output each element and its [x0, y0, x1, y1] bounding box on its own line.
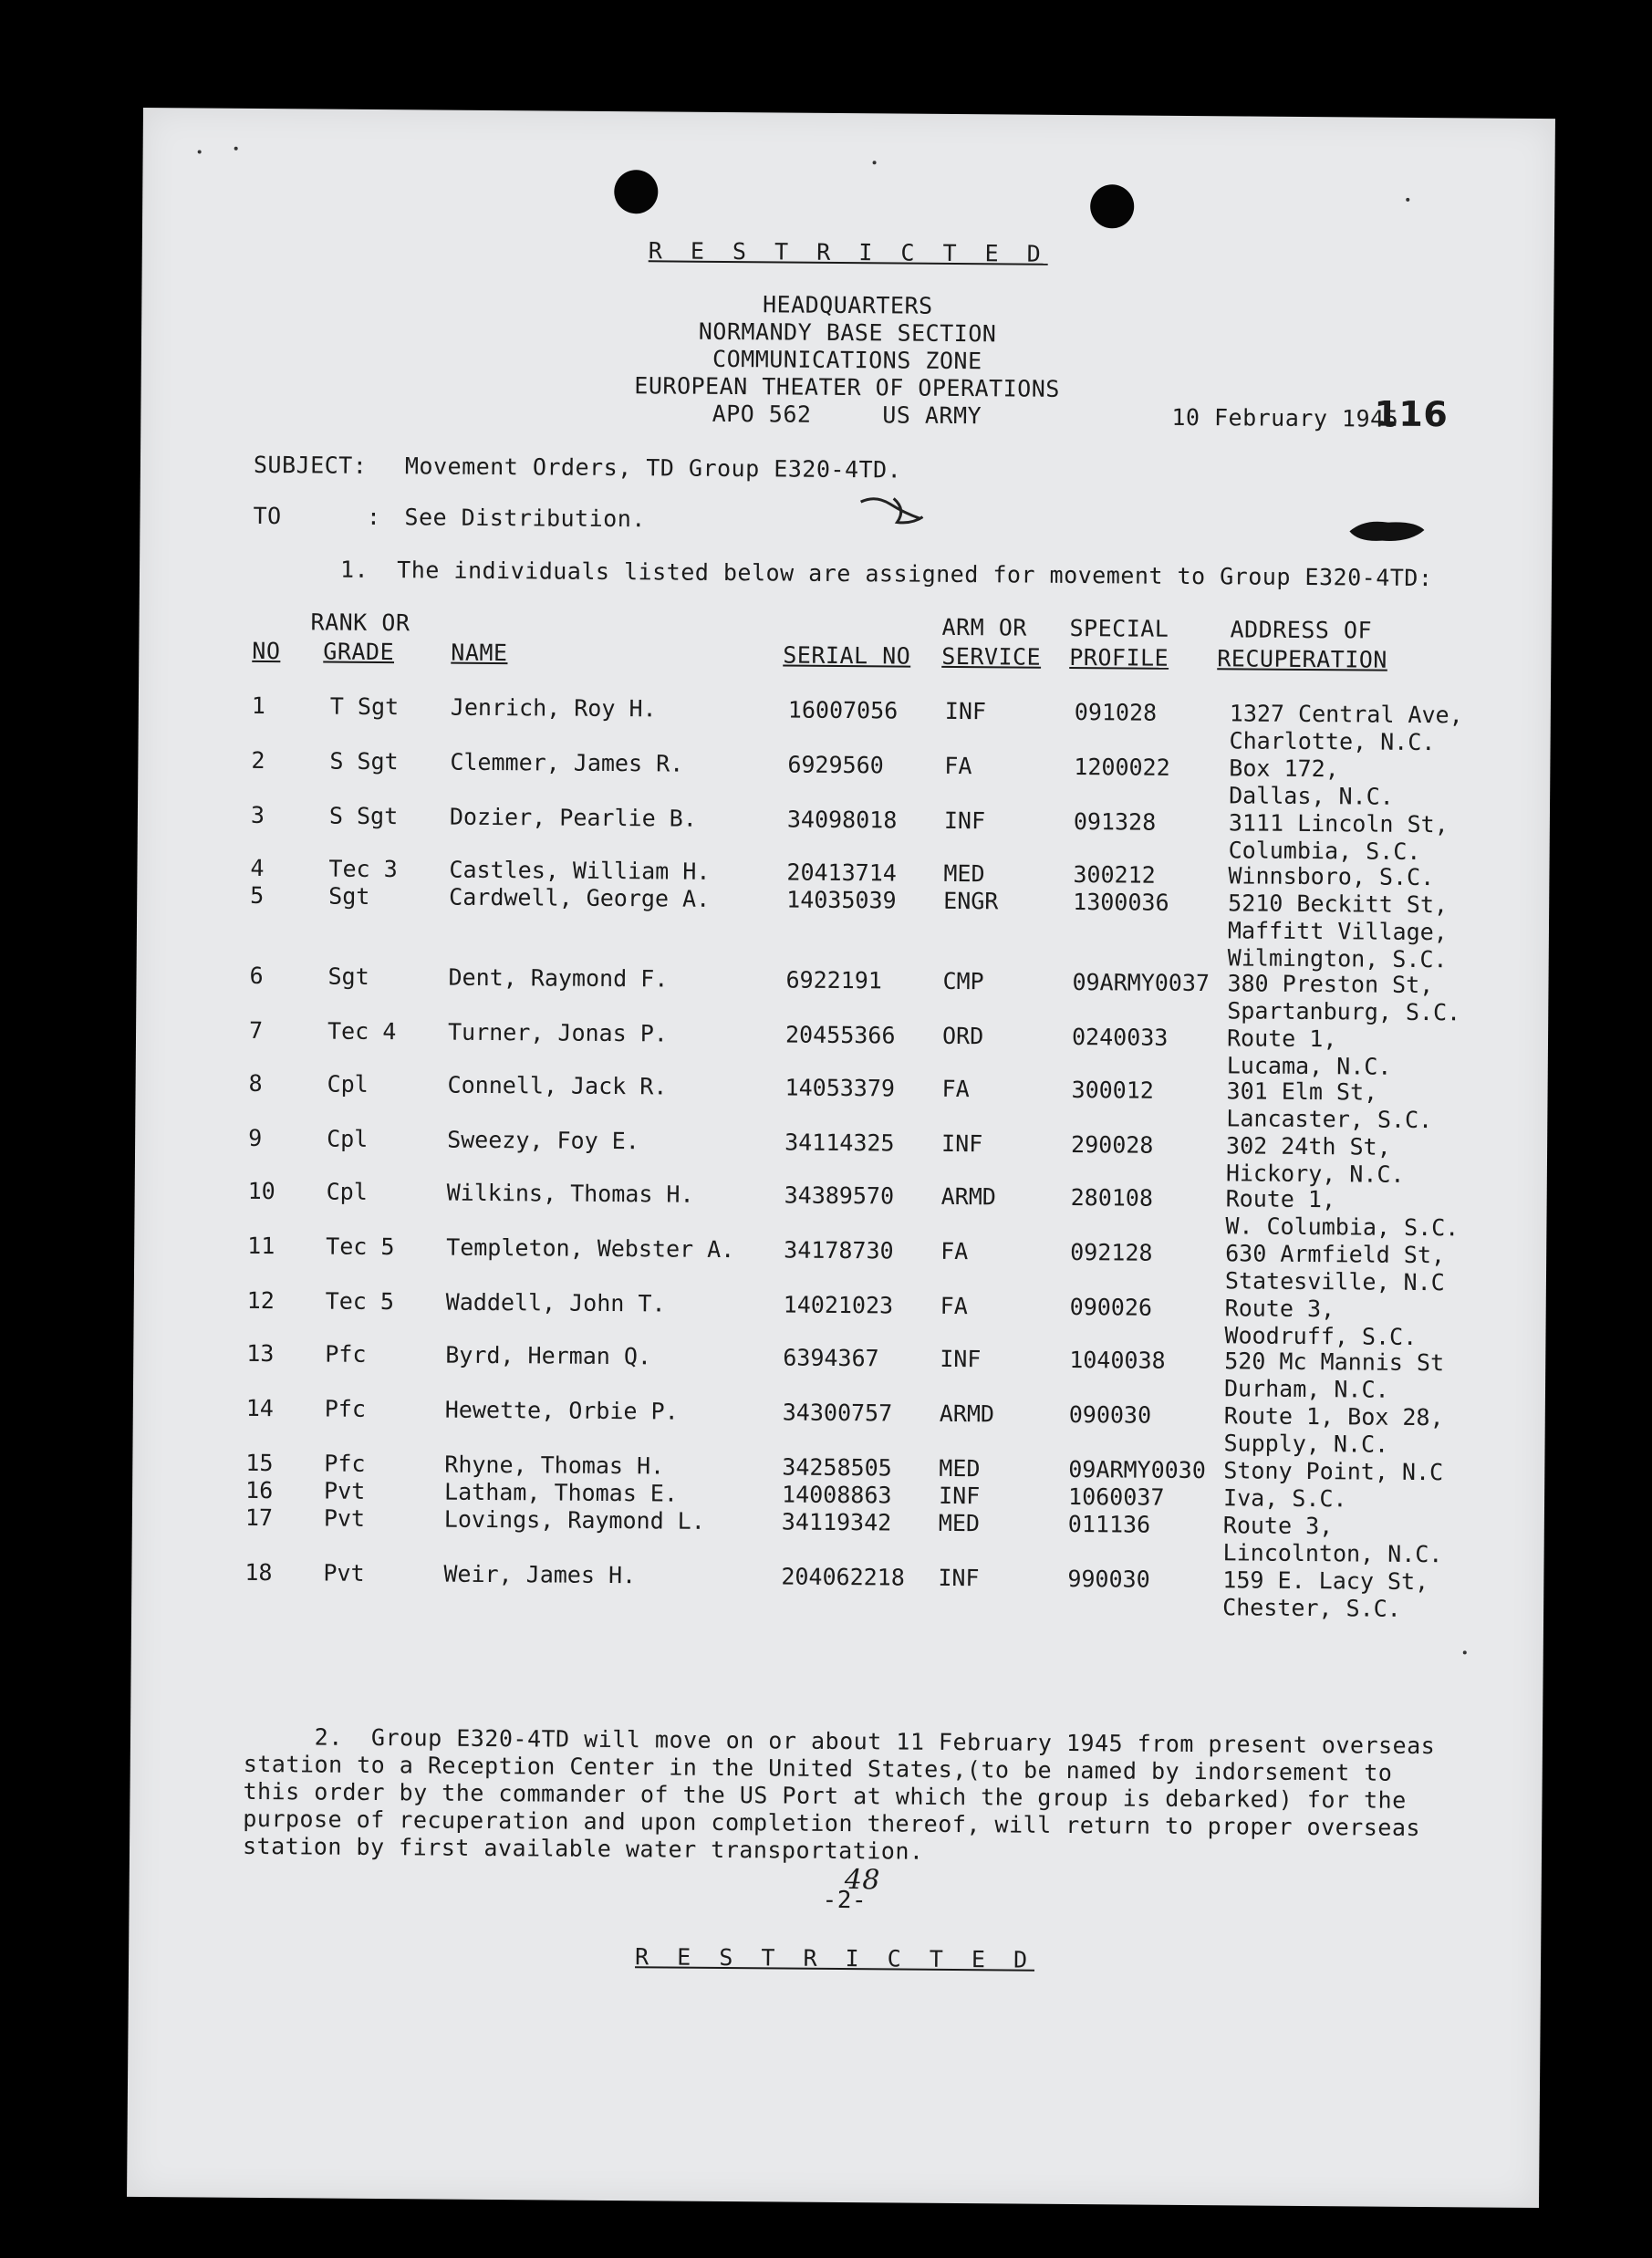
row-service: ENGR: [943, 887, 999, 915]
row-number: 2: [251, 746, 265, 775]
row-number: 4: [250, 854, 265, 882]
row-profile: 280108: [1070, 1183, 1154, 1212]
row-serial: 14021023: [783, 1291, 894, 1319]
row-address-line: Woodruff, S.C.: [1224, 1322, 1418, 1350]
row-number: 13: [246, 1339, 275, 1368]
to-value: See Distribution.: [404, 504, 646, 533]
row-name: Clemmer, James R.: [450, 748, 684, 777]
row-address-line: Wilmington, S.C.: [1227, 944, 1448, 973]
row-address-line: Columbia, S.C.: [1228, 837, 1421, 865]
col-name: NAME: [451, 639, 508, 667]
row-profile: 091328: [1073, 807, 1157, 836]
row-profile: 300212: [1073, 860, 1156, 889]
row-address-line: Statesville, N.C: [1224, 1267, 1445, 1296]
row-service: INF: [944, 697, 987, 725]
row-serial: 34119342: [781, 1508, 892, 1536]
row-grade: Cpl: [326, 1178, 368, 1205]
row-name: Rhyne, Thomas H.: [444, 1451, 665, 1480]
row-service: INF: [938, 1482, 981, 1510]
header-line-3: COMMUNICATIONS ZONE: [712, 345, 982, 375]
header-line-1: HEADQUARTERS: [762, 291, 933, 319]
row-service: ARMD: [939, 1400, 995, 1428]
row-profile: 1060037: [1067, 1483, 1165, 1511]
row-profile: 1300036: [1073, 888, 1169, 916]
punch-hole-left: [614, 170, 658, 213]
row-address-line: Lancaster, S.C.: [1226, 1105, 1433, 1134]
paragraph-2-line-3: this order by the commander of the US Port at which the group is debarked) for the: [243, 1777, 1407, 1814]
row-address-line: Route 1,: [1226, 1025, 1337, 1053]
row-serial: 6929560: [787, 751, 884, 779]
row-address-line: Spartanburg, S.C.: [1227, 997, 1461, 1026]
row-profile: 09ARMY0030: [1068, 1455, 1206, 1484]
row-grade: S Sgt: [328, 802, 399, 830]
col-address-top: ADDRESS OF: [1230, 616, 1373, 644]
row-address-line: 1327 Central Ave,: [1229, 700, 1463, 729]
row-number: 16: [245, 1476, 274, 1504]
row-service: INF: [941, 1129, 983, 1158]
row-name: Jenrich, Roy H.: [450, 693, 657, 723]
paragraph-1: 1. The individuals listed below are assigned for movement to Group E320-4TD:: [339, 556, 1433, 592]
row-grade: Sgt: [327, 963, 369, 990]
col-serial: SERIAL NO: [783, 641, 911, 670]
row-name: Wilkins, Thomas H.: [446, 1179, 694, 1208]
speck: [1463, 1650, 1467, 1654]
row-serial: 14008863: [781, 1481, 892, 1509]
row-grade: Pvt: [323, 1504, 366, 1532]
row-grade: Cpl: [327, 1125, 369, 1152]
row-profile: 0240033: [1071, 1023, 1169, 1051]
speck: [1406, 198, 1409, 202]
row-address-line: 630 Armfield St,: [1225, 1240, 1446, 1269]
row-address-line: Route 3,: [1224, 1295, 1335, 1323]
paragraph-2-line-1: 2. Group E320-4TD will move on or about 11 February 1945 from present overseas: [243, 1722, 1436, 1760]
row-serial: 14053379: [784, 1074, 896, 1102]
handwritten-mark: [857, 491, 930, 528]
col-rank-bottom: GRADE: [323, 638, 395, 666]
row-number: 18: [244, 1558, 273, 1587]
row-serial: 34114325: [784, 1129, 895, 1157]
row-name: Connell, Jack R.: [447, 1071, 668, 1100]
row-grade: Tec 3: [328, 855, 398, 883]
row-number: 10: [247, 1177, 275, 1205]
row-address-line: W. Columbia, S.C.: [1225, 1212, 1460, 1242]
row-address-line: Durham, N.C.: [1223, 1375, 1389, 1403]
col-profile-bottom: PROFILE: [1069, 643, 1169, 671]
row-service: ORD: [941, 1022, 984, 1050]
col-no: NO: [252, 637, 281, 665]
row-address-line: Lincolnton, N.C.: [1222, 1539, 1443, 1568]
row-number: 1: [251, 692, 266, 720]
row-service: ARMD: [940, 1182, 997, 1211]
row-address-line: Iva, S.C.: [1222, 1484, 1347, 1513]
row-profile: 09ARMY0037: [1072, 968, 1210, 997]
row-name: Dozier, Pearlie B.: [449, 803, 697, 832]
row-service: MED: [943, 859, 985, 888]
row-name: Turner, Jonas P.: [447, 1018, 669, 1047]
col-arm-bottom: SERVICE: [941, 642, 1042, 671]
document-number-stamp: 116: [1374, 393, 1449, 435]
row-name: Cardwell, George A.: [449, 883, 711, 912]
row-service: FA: [940, 1292, 968, 1320]
header-line-4: EUROPEAN THEATER OF OPERATIONS: [634, 372, 1061, 402]
row-grade: Cpl: [327, 1070, 369, 1098]
row-serial: 34258505: [782, 1453, 892, 1482]
row-address-line: 3111 Lincoln St,: [1228, 809, 1449, 838]
row-serial: 16007056: [787, 696, 899, 724]
row-name: Byrd, Herman Q.: [445, 1341, 652, 1370]
row-service: INF: [938, 1564, 980, 1592]
row-profile: 290028: [1071, 1130, 1154, 1159]
row-service: MED: [938, 1509, 981, 1537]
handwritten-page-note: 48: [844, 1864, 881, 1897]
paragraph-2-line-5: station by first available water transportation.: [242, 1832, 924, 1865]
row-service: FA: [941, 1075, 970, 1103]
row-serial: 6922191: [785, 966, 882, 994]
row-address-line: Maffitt Village,: [1227, 917, 1448, 946]
row-profile: 011136: [1067, 1510, 1151, 1538]
row-number: 11: [247, 1232, 275, 1260]
row-name: Weir, James H.: [443, 1560, 637, 1589]
row-serial: 204062218: [781, 1563, 905, 1591]
row-grade: Sgt: [328, 882, 370, 910]
row-name: Castles, William H.: [449, 856, 711, 885]
paragraph-2-line-4: purpose of recuperation and upon completion thereof, will return to proper overseas: [243, 1805, 1421, 1842]
row-number: 3: [250, 801, 265, 829]
row-number: 7: [248, 1016, 264, 1045]
speck: [873, 161, 877, 164]
row-address-line: Hickory, N.C.: [1225, 1160, 1405, 1188]
speck: [234, 147, 238, 151]
row-profile: 091028: [1074, 698, 1158, 726]
to-label: TO :: [253, 502, 381, 531]
row-grade: Pfc: [324, 1450, 366, 1477]
row-serial: 34389570: [784, 1181, 895, 1210]
subject-label: SUBJECT:: [253, 451, 368, 479]
row-address-line: Box 172,: [1229, 754, 1339, 783]
row-address-line: Supply, N.C.: [1223, 1430, 1389, 1458]
row-name: Sweezy, Foy E.: [447, 1126, 639, 1155]
row-service: INF: [943, 806, 986, 835]
row-name: Latham, Thomas E.: [443, 1478, 679, 1507]
row-number: 5: [250, 881, 265, 910]
row-address-line: Dallas, N.C.: [1229, 782, 1394, 810]
row-address-line: 301 Elm St,: [1226, 1077, 1378, 1106]
col-profile-top: SPECIAL: [1069, 614, 1169, 642]
col-rank-top: RANK OR: [310, 609, 410, 637]
row-number: 9: [248, 1124, 263, 1152]
row-address-line: Route 1,: [1225, 1185, 1336, 1213]
row-number: 15: [245, 1449, 274, 1477]
classification-top: R E S T R I C T E D: [648, 237, 1048, 267]
row-number: 6: [249, 962, 264, 990]
punch-hole-right: [1090, 184, 1134, 228]
row-address-line: Stony Point, N.C: [1223, 1457, 1444, 1486]
row-service: CMP: [942, 967, 984, 995]
row-name: Dent, Raymond F.: [448, 963, 669, 993]
row-service: FA: [940, 1237, 969, 1265]
row-grade: Tec 5: [325, 1287, 395, 1316]
header-line-5: APO 562 US ARMY: [712, 400, 982, 430]
row-serial: 34098018: [786, 806, 898, 834]
row-profile: 1200022: [1074, 753, 1170, 781]
row-service: MED: [939, 1454, 981, 1483]
row-address-line: Lucama, N.C.: [1226, 1052, 1392, 1080]
row-serial: 34300757: [782, 1399, 893, 1427]
row-grade: Pvt: [324, 1477, 366, 1504]
subject-value: Movement Orders, TD Group E320-4TD.: [404, 453, 902, 484]
row-address-line: Charlotte, N.C.: [1229, 727, 1436, 756]
row-number: 12: [246, 1286, 275, 1315]
row-serial: 20413714: [786, 858, 897, 887]
row-address-line: 520 Mc Mannis St: [1224, 1348, 1445, 1377]
row-address-line: Route 1, Box 28,: [1223, 1402, 1444, 1431]
row-serial: 34178730: [784, 1236, 894, 1264]
col-arm-top: ARM OR: [941, 613, 1027, 641]
page-number: -2-: [822, 1886, 868, 1915]
row-profile: 990030: [1067, 1565, 1150, 1593]
row-address-line: Chester, S.C.: [1222, 1594, 1401, 1622]
row-serial: 6394367: [783, 1344, 879, 1372]
row-profile: 090030: [1068, 1400, 1152, 1429]
document-date: 10 February 1945: [1171, 403, 1399, 432]
row-profile: 092128: [1070, 1238, 1153, 1266]
row-service: FA: [944, 752, 972, 780]
row-grade: Tec 5: [326, 1233, 395, 1261]
row-grade: Pfc: [324, 1395, 367, 1422]
row-grade: Pvt: [323, 1559, 365, 1587]
row-number: 17: [244, 1504, 274, 1532]
row-profile: 090026: [1069, 1293, 1153, 1321]
row-grade: Pfc: [325, 1340, 367, 1368]
row-serial: 14035039: [786, 886, 897, 914]
row-profile: 1040038: [1069, 1346, 1166, 1374]
row-address-line: 5210 Beckitt St,: [1228, 890, 1449, 919]
row-address-line: 302 24th St,: [1226, 1132, 1391, 1160]
redaction-mark: [1345, 515, 1428, 546]
row-grade: Tec 4: [327, 1017, 397, 1046]
row-address-line: Winnsboro, S.C.: [1228, 862, 1435, 891]
col-address-bottom: RECUPERATION: [1217, 645, 1388, 673]
row-address-line: 159 E. Lacy St,: [1222, 1566, 1429, 1596]
row-number: 8: [248, 1069, 263, 1098]
document-page: [127, 108, 1555, 2208]
row-name: Waddell, John T.: [445, 1288, 666, 1317]
paragraph-2-line-2: station to a Reception Center in the United States,(to be named by indorsement to: [243, 1750, 1393, 1786]
row-name: Templeton, Webster A.: [446, 1233, 735, 1264]
row-name: Hewette, Orbie P.: [444, 1396, 679, 1425]
header-line-2: NORMANDY BASE SECTION: [698, 317, 997, 348]
row-serial: 20455366: [784, 1021, 896, 1049]
row-service: INF: [940, 1345, 982, 1373]
row-grade: S Sgt: [329, 747, 399, 775]
speck: [198, 150, 202, 153]
row-profile: 300012: [1071, 1076, 1155, 1104]
row-grade: T Sgt: [329, 692, 400, 721]
row-number: 14: [245, 1394, 275, 1422]
classification-bottom: R E S T R I C T E D: [635, 1943, 1035, 1973]
row-address-line: Route 3,: [1222, 1512, 1334, 1540]
row-name: Lovings, Raymond L.: [443, 1505, 705, 1535]
row-address-line: 380 Preston St,: [1227, 970, 1434, 999]
